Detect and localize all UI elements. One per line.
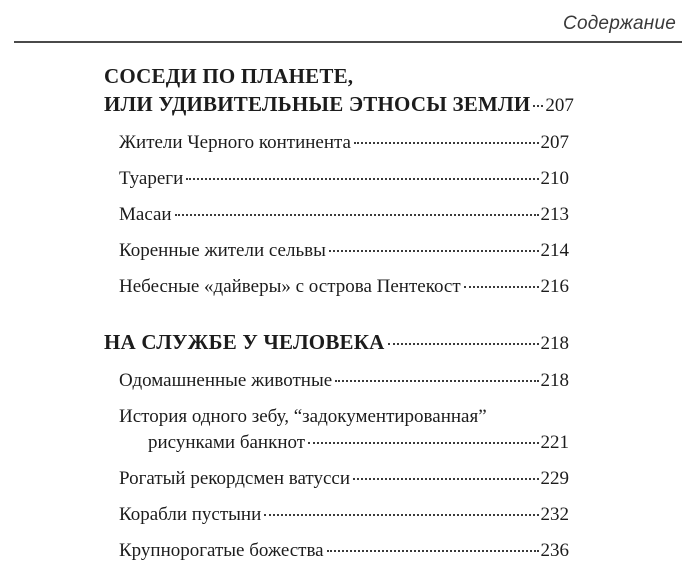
- item-title: Крупнорогатые божества: [119, 540, 324, 561]
- page-number: 218: [540, 370, 569, 391]
- chapter-entry[interactable]: [104, 90, 574, 118]
- leader-dots: [329, 250, 539, 252]
- item-title: Жители Черного континента: [119, 132, 351, 153]
- page-number: 232: [540, 504, 569, 525]
- chapter-title-line: СОСЕДИ ПО ПЛАНЕТЕ,: [104, 64, 354, 88]
- item-title: Туареги: [119, 168, 184, 189]
- item-continuation: [119, 432, 569, 454]
- toc-item[interactable]: [119, 540, 569, 562]
- leader-dots: [354, 142, 539, 144]
- toc-section: [104, 328, 569, 562]
- toc-item[interactable]: [119, 406, 569, 454]
- item-title: История одного зебу, “задокументированная”: [119, 406, 487, 427]
- page-number: 221: [540, 432, 569, 453]
- chapter-title-line: ИЛИ УДИВИТЕЛЬНЫЕ ЭТНОСЫ ЗЕМЛИ: [104, 92, 531, 116]
- item-title: Рогатый рекордсмен ватусси: [119, 468, 350, 489]
- toc-item[interactable]: [119, 168, 569, 190]
- leader-dots: [327, 550, 539, 552]
- toc-items: [119, 132, 569, 298]
- page-number: 214: [540, 240, 569, 261]
- chapter-entry[interactable]: [104, 328, 569, 356]
- toc-item[interactable]: [119, 204, 569, 226]
- item-title: Корабли пустыни: [119, 504, 262, 525]
- toc-item[interactable]: [119, 132, 569, 154]
- page-number: 216: [540, 276, 569, 297]
- toc-items: [119, 370, 569, 562]
- leader-dots: [353, 478, 539, 480]
- leader-dots: [264, 514, 538, 516]
- page-number: 207: [545, 95, 574, 116]
- leader-dots: [533, 105, 543, 107]
- page-number: 236: [540, 540, 569, 561]
- header-rule: [14, 41, 682, 43]
- page-number: 207: [540, 132, 569, 153]
- page-number: 210: [540, 168, 569, 189]
- leader-dots: [186, 178, 538, 180]
- page-number: 218: [540, 333, 569, 354]
- leader-dots: [175, 214, 539, 216]
- chapter-title-line: НА СЛУЖБЕ У ЧЕЛОВЕКА: [104, 330, 385, 354]
- page-number: 229: [540, 468, 569, 489]
- toc-item[interactable]: [119, 468, 569, 490]
- table-of-contents: [104, 62, 574, 562]
- item-title: Одомашненные животные: [119, 370, 333, 391]
- leader-dots: [335, 380, 538, 382]
- leader-dots: [308, 442, 538, 444]
- leader-dots: [464, 286, 539, 288]
- toc-item[interactable]: [119, 276, 569, 298]
- toc-item[interactable]: [119, 370, 569, 392]
- item-title: Небесные «дайверы» с острова Пентекост: [119, 276, 461, 297]
- leader-dots: [388, 343, 539, 345]
- running-head: Содержание: [563, 13, 676, 34]
- toc-item[interactable]: [119, 504, 569, 526]
- item-title: Коренные жители сельвы: [119, 240, 326, 261]
- toc-item[interactable]: [119, 240, 569, 262]
- toc-section: [104, 62, 574, 298]
- item-title-continuation: рисунками банкнот: [148, 432, 306, 453]
- page-number: 213: [540, 204, 569, 225]
- item-title: Масаи: [119, 204, 172, 225]
